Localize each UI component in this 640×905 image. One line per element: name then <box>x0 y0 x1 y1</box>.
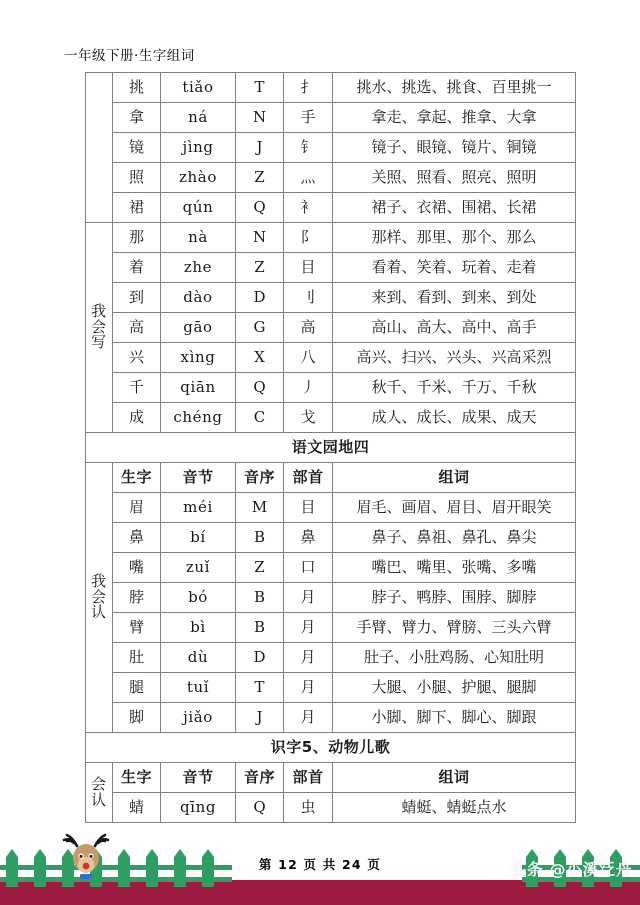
cell-radical: 灬 <box>284 163 333 193</box>
cell-order: G <box>236 313 284 343</box>
cell-pinyin: bì <box>161 613 236 643</box>
section-label-char: 会 <box>90 774 107 793</box>
cell-radical: 口 <box>284 553 333 583</box>
cell-pinyin: qiān <box>161 373 236 403</box>
cell-words: 高兴、扫兴、兴头、兴高采烈 <box>333 343 576 373</box>
cell-character: 照 <box>113 163 161 193</box>
cell-order: T <box>236 673 284 703</box>
column-header-pinyin: 音节 <box>161 763 236 793</box>
cell-character: 脚 <box>113 703 161 733</box>
table-row <box>86 643 576 673</box>
cell-radical: 衤 <box>284 193 333 223</box>
section-label-char: 会 <box>90 587 107 606</box>
section-label <box>86 223 113 433</box>
table-row <box>86 283 576 313</box>
cell-pinyin: bí <box>161 523 236 553</box>
cell-radical: 月 <box>284 583 333 613</box>
table-row <box>86 493 576 523</box>
table-row <box>86 373 576 403</box>
cell-words: 手臂、臂力、臂膀、三头六臂 <box>333 613 576 643</box>
cell-order: B <box>236 613 284 643</box>
cell-character: 着 <box>113 253 161 283</box>
section-label <box>86 763 113 823</box>
cell-radical: 虫 <box>284 793 333 823</box>
vocabulary-table <box>85 72 576 823</box>
column-header-pinyin: 音节 <box>161 463 236 493</box>
cell-pinyin: qún <box>161 193 236 223</box>
cell-character: 脖 <box>113 583 161 613</box>
cell-order: Q <box>236 793 284 823</box>
table-row <box>86 193 576 223</box>
section-title: 语文园地四 <box>86 433 576 463</box>
cell-pinyin: jìng <box>161 133 236 163</box>
table-row <box>86 673 576 703</box>
column-header-words: 组词 <box>333 463 576 493</box>
cell-order: Z <box>236 253 284 283</box>
cell-order: J <box>236 703 284 733</box>
section-label-char: 会 <box>90 317 107 336</box>
cell-pinyin: dào <box>161 283 236 313</box>
page-title: 一年级下册·生字组词 <box>64 48 195 64</box>
column-header-words: 组词 <box>333 763 576 793</box>
table-row <box>86 523 576 553</box>
cell-words: 肚子、小肚鸡肠、心知肚明 <box>333 643 576 673</box>
cell-pinyin: qīng <box>161 793 236 823</box>
cell-pinyin: gāo <box>161 313 236 343</box>
cell-words: 嘴巴、嘴里、张嘴、多嘴 <box>333 553 576 583</box>
cell-words: 镜子、眼镜、镜片、铜镜 <box>333 133 576 163</box>
cell-order: N <box>236 223 284 253</box>
table-row <box>86 343 576 373</box>
cell-words: 脖子、鸭脖、围脖、脚脖 <box>333 583 576 613</box>
cell-pinyin: chéng <box>161 403 236 433</box>
cell-radical: 八 <box>284 343 333 373</box>
cell-words: 那样、那里、那个、那么 <box>333 223 576 253</box>
cell-radical: 月 <box>284 703 333 733</box>
cell-character: 裙 <box>113 193 161 223</box>
cell-words: 挑水、挑选、挑食、百里挑一 <box>333 73 576 103</box>
cell-order: D <box>236 643 284 673</box>
cell-character: 镜 <box>113 133 161 163</box>
cell-order: Z <box>236 163 284 193</box>
cell-radical: 目 <box>284 253 333 283</box>
cell-character: 拿 <box>113 103 161 133</box>
cell-character: 那 <box>113 223 161 253</box>
cell-words: 小脚、脚下、脚心、脚跟 <box>333 703 576 733</box>
cell-radical: 目 <box>284 493 333 523</box>
table-row <box>86 73 576 103</box>
section-label-char: 我 <box>90 571 107 590</box>
cell-words: 蜻蜓、蜻蜓点水 <box>333 793 576 823</box>
cell-character: 高 <box>113 313 161 343</box>
column-header-row <box>86 763 576 793</box>
cell-pinyin: nà <box>161 223 236 253</box>
cell-pinyin: dù <box>161 643 236 673</box>
cell-pinyin: méi <box>161 493 236 523</box>
column-header-order: 音序 <box>236 463 284 493</box>
cell-pinyin: zhào <box>161 163 236 193</box>
cell-order: N <box>236 103 284 133</box>
cell-radical: 月 <box>284 673 333 703</box>
cell-words: 大腿、小腿、护腿、腿脚 <box>333 673 576 703</box>
cell-radical: 阝 <box>284 223 333 253</box>
cell-radical: 钅 <box>284 133 333 163</box>
section-label-char: 写 <box>90 333 107 352</box>
cell-character: 蜻 <box>113 793 161 823</box>
cell-order: Q <box>236 193 284 223</box>
cell-radical: 鼻 <box>284 523 333 553</box>
cell-words: 秋千、千米、千万、千秋 <box>333 373 576 403</box>
cell-order: Q <box>236 373 284 403</box>
section-label-empty <box>86 73 113 223</box>
cell-radical: 戈 <box>284 403 333 433</box>
page-number: 第 12 页 共 24 页 <box>258 857 382 872</box>
cell-order: B <box>236 583 284 613</box>
cell-radical: 手 <box>284 103 333 133</box>
cell-words: 高山、高大、高中、高手 <box>333 313 576 343</box>
table-row <box>86 703 576 733</box>
section-label <box>86 463 113 733</box>
cell-radical: 月 <box>284 613 333 643</box>
cell-pinyin: tuǐ <box>161 673 236 703</box>
cell-pinyin: bó <box>161 583 236 613</box>
section-title-row <box>86 733 576 763</box>
cell-radical: 月 <box>284 643 333 673</box>
cell-character: 鼻 <box>113 523 161 553</box>
cell-words: 鼻子、鼻祖、鼻孔、鼻尖 <box>333 523 576 553</box>
cell-character: 千 <box>113 373 161 403</box>
column-header-char: 生字 <box>113 763 161 793</box>
cell-words: 关照、照看、照亮、照明 <box>333 163 576 193</box>
table-row <box>86 613 576 643</box>
cell-order: M <box>236 493 284 523</box>
table-row <box>86 403 576 433</box>
cell-pinyin: zuǐ <box>161 553 236 583</box>
cell-order: J <box>236 133 284 163</box>
cell-order: T <box>236 73 284 103</box>
table-row <box>86 313 576 343</box>
cell-order: X <box>236 343 284 373</box>
table-row <box>86 103 576 133</box>
cell-words: 裙子、衣裙、围裙、长裙 <box>333 193 576 223</box>
table-row <box>86 163 576 193</box>
section-label-char: 我 <box>90 301 107 320</box>
column-header-order: 音序 <box>236 763 284 793</box>
column-header-radical: 部首 <box>284 463 333 493</box>
table-row <box>86 553 576 583</box>
cell-words: 成人、成长、成果、成天 <box>333 403 576 433</box>
table-row <box>86 133 576 163</box>
watermark: 头条 @小溪泛舟 <box>510 860 632 879</box>
cell-character: 臂 <box>113 613 161 643</box>
cell-pinyin: ná <box>161 103 236 133</box>
cell-words: 看着、笑着、玩着、走着 <box>333 253 576 283</box>
cell-pinyin: tiǎo <box>161 73 236 103</box>
cell-character: 挑 <box>113 73 161 103</box>
cell-radical: 扌 <box>284 73 333 103</box>
cell-pinyin: xìng <box>161 343 236 373</box>
cell-character: 腿 <box>113 673 161 703</box>
cell-character: 嘴 <box>113 553 161 583</box>
cell-character: 成 <box>113 403 161 433</box>
table-row <box>86 583 576 613</box>
cell-order: D <box>236 283 284 313</box>
table-row <box>86 223 576 253</box>
column-header-row <box>86 463 576 493</box>
cell-pinyin: jiǎo <box>161 703 236 733</box>
cell-character: 兴 <box>113 343 161 373</box>
column-header-radical: 部首 <box>284 763 333 793</box>
cell-words: 拿走、拿起、推拿、大拿 <box>333 103 576 133</box>
cell-radical: 高 <box>284 313 333 343</box>
section-title: 识字5、动物儿歌 <box>86 733 576 763</box>
section-label-char: 认 <box>90 603 107 622</box>
cell-order: C <box>236 403 284 433</box>
vocabulary-sheet <box>85 72 575 823</box>
table-row <box>86 253 576 283</box>
section-label-char: 认 <box>90 790 107 809</box>
table-row <box>86 793 576 823</box>
cell-pinyin: zhe <box>161 253 236 283</box>
cell-order: B <box>236 523 284 553</box>
cell-radical: 丿 <box>284 373 333 403</box>
section-title-row <box>86 433 576 463</box>
cell-character: 眉 <box>113 493 161 523</box>
cell-words: 眉毛、画眉、眉目、眉开眼笑 <box>333 493 576 523</box>
cell-character: 到 <box>113 283 161 313</box>
cell-words: 来到、看到、到来、到处 <box>333 283 576 313</box>
cell-character: 肚 <box>113 643 161 673</box>
cell-order: Z <box>236 553 284 583</box>
cell-radical: 刂 <box>284 283 333 313</box>
column-header-char: 生字 <box>113 463 161 493</box>
